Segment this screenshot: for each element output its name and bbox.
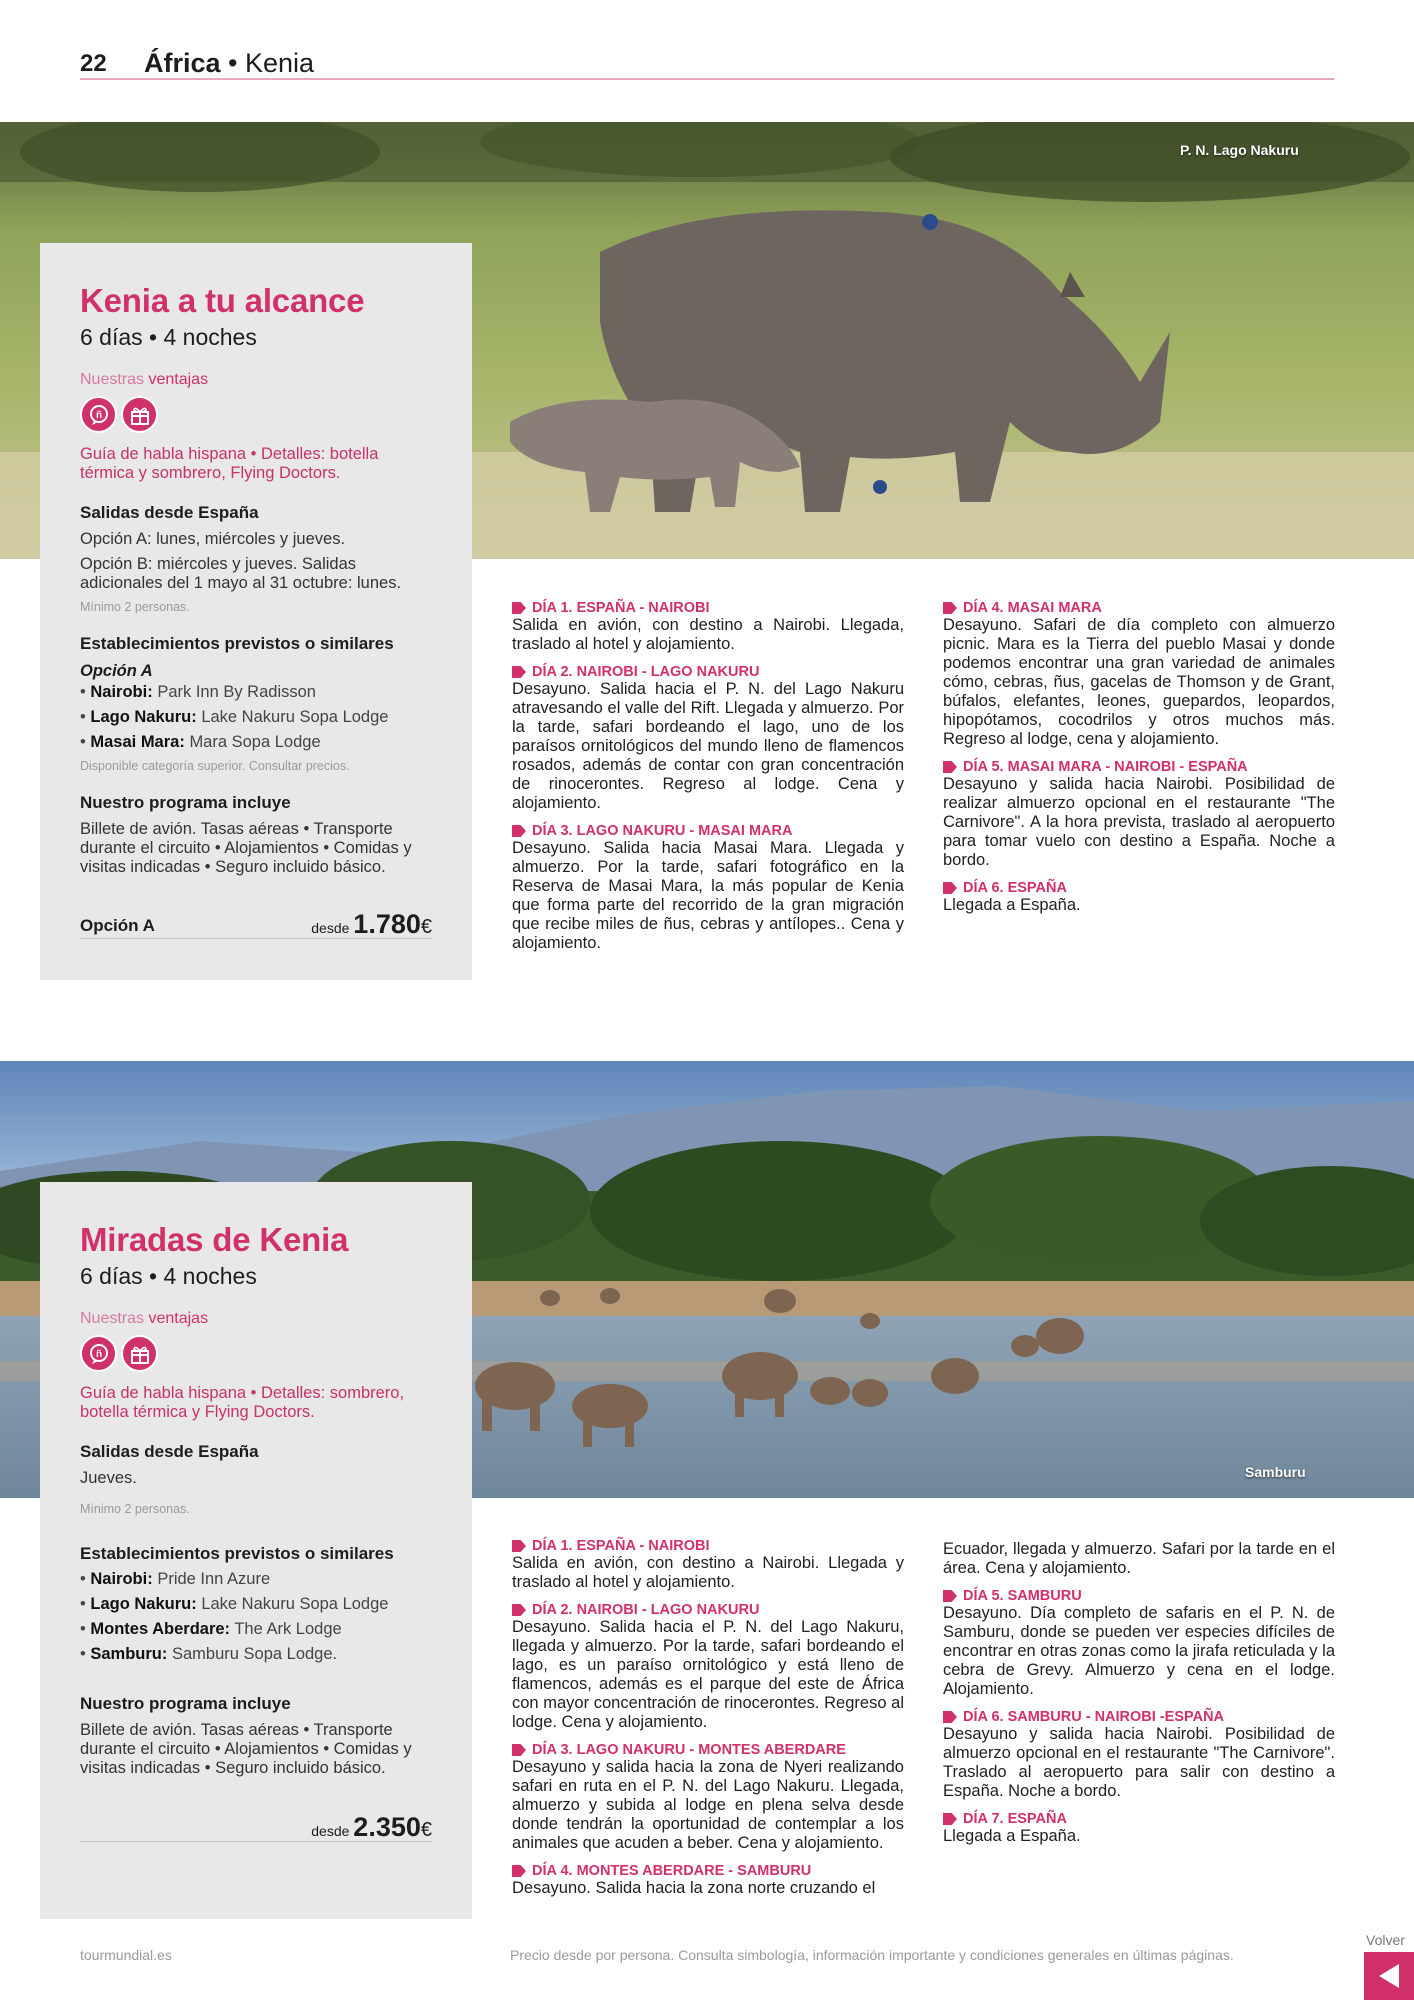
tag-icon (512, 1744, 526, 1756)
price-disclaimer: Precio desde por persona. Consulta simbología, información importante y condiciones generales en últimas páginas. (510, 1947, 1234, 1963)
spanish-guide-icon (80, 1335, 117, 1372)
advantages-label (80, 1310, 432, 1328)
price-currency: € (420, 916, 432, 938)
day-title: DÍA 7. ESPAÑA (963, 1811, 1067, 1827)
day-text: Desayuno. Salida hacia el P. N. del Lago Nakuru, llegada y almuerzo. Por la tarde, safari bordeando el lago, es un paraíso ornitológico y está lleno de flamencos, además es el parque del este de África con mayor concentración de rinocerontes. Regreso al lodge. Cena y alojamiento. (512, 1618, 904, 1731)
hotel-name: Samburu Sopa Lodge. (171, 1645, 338, 1663)
itinerary-column-3 (512, 1538, 904, 1898)
departure-option-a: Opción A: lunes, miércoles y jueves. (80, 530, 346, 548)
day-text: Desayuno y salida hacia Nairobi. Posibilidad de realizar almuerzo opcional en el restaurante "The Carnivore". A la hora prevista, traslado al aeropuerto para tomar vuelo con destino a España. Noche a bordo. (943, 775, 1335, 869)
itinerary-column-1 (512, 600, 904, 953)
hotel-name: Lake Nakuru Sopa Lodge (201, 1595, 389, 1613)
day-heading (943, 1811, 1335, 1827)
minimum-people-note: Mínimo 2 personas. (80, 600, 190, 614)
day-title: DÍA 6. SAMBURU - NAIROBI -ESPAÑA (963, 1709, 1225, 1725)
advantages-prefix: Nuestras (80, 371, 145, 388)
tag-icon (943, 882, 957, 894)
includes-heading: Nuestro programa incluye (80, 1694, 291, 1713)
price (311, 1812, 432, 1843)
tag-icon (512, 602, 526, 614)
hotel-item: • Masai Mara: Mara Sopa Lodge (80, 733, 321, 751)
minimum-people-note: Mínimo 2 personas. (80, 1502, 190, 1516)
price-option-label: Opción A (80, 916, 155, 935)
tag-icon (512, 1604, 526, 1616)
hotel-city: Lago Nakuru: (90, 708, 197, 726)
trip-perks: Guía de habla hispana • Detalles: botella térmica y sombrero, Flying Doctors. (80, 445, 379, 482)
hotel-name: Mara Sopa Lodge (189, 733, 321, 751)
svg-text:ñ: ñ (95, 409, 102, 421)
back-label[interactable]: Volver (1366, 1932, 1405, 1948)
site-link[interactable]: tourmundial.es (80, 1947, 172, 1963)
photo-caption-nakuru: P. N. Lago Nakuru (1180, 142, 1299, 158)
day-text: Desayuno. Salida hacia Masai Mara. Llegada y almuerzo. Por la tarde, safari fotográfico en la Reserva de Masai Mara, la más popular de Kenia que forma parte del recorrido de la gran migración que recibe miles de ñus, cebras y antílopes.. Cena y alojamiento. (512, 839, 904, 952)
price-row (80, 897, 432, 939)
tag-icon (512, 1865, 526, 1877)
tag-icon (943, 602, 957, 614)
hotels-heading: Establecimientos previstos o similares (80, 1544, 394, 1563)
day-title: DÍA 4. MASAI MARA (963, 600, 1102, 616)
day-text: Desayuno. Safari de día completo con almuerzo picnic. Mara es la Tierra del pueblo Masai y donde podemos encontrar una gran variedad de animales cómo, cebras, ñus, gacelas de Thomson y de Grant, búfalos, elefantes, leones, guepardos, leopardos, hipopótamos, cocodrilos y otros muchos más. Regreso al lodge, cena y alojamiento. (943, 616, 1335, 748)
day-text: Desayuno. Salida hacia el P. N. del Lago Nakuru atravesando el valle del Rift. Llegada y almuerzo. Por la tarde, safari bordeando el lago, uno de los paraísos ornitológicos del mundo lleno de flamencos rosados, además de contar con gran concentración de rinocerontes. Regreso al lodge. Cena y alojamiento. (512, 680, 904, 812)
day-heading (512, 1602, 904, 1618)
price (311, 909, 432, 940)
hotel-city: Montes Aberdare: (90, 1620, 231, 1638)
includes-heading: Nuestro programa incluye (80, 793, 291, 812)
day-text: Desayuno. Salida hacia la zona norte cruzando el (512, 1879, 876, 1897)
page-header (80, 46, 1334, 80)
hotel-name: The Ark Lodge (234, 1620, 342, 1638)
departures-heading: Salidas desde España (80, 503, 259, 522)
day-title: DÍA 5. MASAI MARA - NAIROBI - ESPAÑA (963, 759, 1248, 775)
day-title: DÍA 1. ESPAÑA - NAIROBI (532, 600, 710, 616)
trip-title: Kenia a tu alcance (80, 282, 365, 319)
hotels-note: Disponible categoría superior. Consultar precios. (80, 759, 350, 773)
photo-caption-samburu: Samburu (1245, 1464, 1306, 1480)
day-text: Desayuno y salida hacia Nairobi. Posibilidad de almuerzo opcional en el restaurante "The Carnivore". Traslado al aeropuerto para salir con destino a España. Noche a bordo. (943, 1725, 1335, 1800)
day-heading (512, 823, 904, 839)
day-heading (512, 1742, 904, 1758)
includes-text: Billete de avión. Tasas aéreas • Transporte durante el circuito • Alojamientos • Comidas y visitas indicadas • Seguro incluido básico. (80, 1721, 412, 1777)
departure-days: Jueves. (80, 1469, 137, 1487)
itinerary-column-4 (943, 1540, 1335, 1846)
day-text: Desayuno y salida hacia la zona de Nyeri realizando safari en ruta en el P. N. del Lago Nakuru. Llegada, almuerzo y subida al lodge en plena selva desde donde tendrán la oportunidad de contemplar a los animales que acuden a beber. Cena y alojamiento. (512, 1758, 904, 1852)
day-title: DÍA 1. ESPAÑA - NAIROBI (532, 1538, 710, 1554)
section-title (144, 48, 314, 79)
trip-title: Miradas de Kenia (80, 1221, 349, 1258)
back-button[interactable] (1364, 1952, 1414, 2000)
includes-text: Billete de avión. Tasas aéreas • Transporte durante el circuito • Alojamientos • Comidas y visitas indicadas • Seguro incluido básico. (80, 820, 412, 876)
departure-option-b: Opción B: miércoles y jueves. Salidas adicionales del 1 mayo al 31 octubre: lunes. (80, 555, 402, 592)
hotel-city: Samburu: (90, 1645, 168, 1663)
advantage-icons (80, 396, 432, 433)
trip-perks: Guía de habla hispana • Detalles: sombrero, botella térmica y Flying Doctors. (80, 1384, 405, 1421)
day-heading (943, 1588, 1335, 1604)
price-row (80, 1800, 432, 1842)
day-text: Llegada a España. (943, 1827, 1081, 1845)
day-heading (512, 600, 904, 616)
hotel-item: • Montes Aberdare: The Ark Lodge (80, 1620, 342, 1638)
hotel-city: Nairobi: (90, 683, 153, 701)
day-heading (943, 1709, 1335, 1725)
gift-icon (121, 396, 158, 433)
day-heading (943, 600, 1335, 616)
price-from-label: desde (311, 1823, 350, 1839)
price-amount: 2.350 (353, 1812, 421, 1842)
price-from-label: desde (311, 920, 350, 936)
day-text-continued: Ecuador, llegada y almuerzo. Safari por la tarde en el área. Cena y alojamiento. (943, 1540, 1335, 1577)
hotel-item: • Lago Nakuru: Lake Nakuru Sopa Lodge (80, 1595, 389, 1613)
hotel-name: Lake Nakuru Sopa Lodge (201, 708, 389, 726)
day-heading (943, 880, 1335, 896)
departures-heading: Salidas desde España (80, 1442, 259, 1461)
back-arrow-icon (1379, 1964, 1399, 1988)
tag-icon (943, 1590, 957, 1602)
trip-duration: 6 días • 4 noches (80, 324, 257, 350)
price-amount: 1.780 (353, 909, 421, 939)
hotel-item: • Samburu: Samburu Sopa Lodge. (80, 1645, 338, 1663)
day-heading (943, 759, 1335, 775)
hotels-option-label: Opción A (80, 662, 153, 680)
hotel-name: Pride Inn Azure (157, 1570, 271, 1588)
title-separator: • (228, 48, 238, 78)
itinerary-column-2 (943, 600, 1335, 915)
hotel-item: • Nairobi: Park Inn By Radisson (80, 683, 316, 701)
advantages-word: ventajas (148, 371, 209, 388)
page-number: 22 (80, 50, 107, 77)
tag-icon (512, 1540, 526, 1552)
hotels-heading: Establecimientos previstos o similares (80, 634, 394, 653)
day-heading (512, 1538, 904, 1554)
day-title: DÍA 2. NAIROBI - LAGO NAKURU (532, 1602, 760, 1618)
day-title: DÍA 4. MONTES ABERDARE - SAMBURU (532, 1863, 812, 1879)
day-title: DÍA 6. ESPAÑA (963, 880, 1067, 896)
day-heading (512, 1863, 904, 1879)
day-text: Llegada a España. (943, 896, 1081, 914)
hotel-city: Nairobi: (90, 1570, 153, 1588)
tag-icon (512, 666, 526, 678)
day-title: DÍA 3. LAGO NAKURU - MASAI MARA (532, 823, 793, 839)
day-title: DÍA 5. SAMBURU (963, 1588, 1082, 1604)
day-text: Salida en avión, con destino a Nairobi. Llegada, traslado al hotel y alojamiento. (512, 616, 904, 653)
advantage-icons (80, 1335, 432, 1372)
tag-icon (943, 1711, 957, 1723)
tag-icon (943, 1813, 957, 1825)
region-name: África (144, 48, 221, 78)
advantages-prefix: Nuestras (80, 1310, 145, 1327)
hotel-item: • Lago Nakuru: Lake Nakuru Sopa Lodge (80, 708, 389, 726)
trip-duration: 6 días • 4 noches (80, 1263, 257, 1289)
day-title: DÍA 2. NAIROBI - LAGO NAKURU (532, 664, 760, 680)
advantages-word: ventajas (148, 1310, 209, 1327)
day-heading (512, 664, 904, 680)
day-text: Desayuno. Día completo de safaris en el P. N. de Samburu, donde se pueden ver especies difíciles de encontrar en otras zonas como la jirafa reticulada y la cebra de Grevy. Almuerzo y cena en el lodge. Alojamiento. (943, 1604, 1335, 1698)
tag-icon (943, 761, 957, 773)
hotel-city: Masai Mara: (90, 733, 185, 751)
svg-text:ñ: ñ (95, 1348, 102, 1360)
trip-info-panel-2 (40, 1182, 472, 1919)
gift-icon (121, 1335, 158, 1372)
spanish-guide-icon (80, 396, 117, 433)
advantages-label (80, 371, 432, 389)
hotel-item: • Nairobi: Pride Inn Azure (80, 1570, 271, 1588)
hotel-name: Park Inn By Radisson (157, 683, 316, 701)
country-name: Kenia (245, 48, 315, 78)
day-text: Salida en avión, con destino a Nairobi. Llegada y traslado al hotel y alojamiento. (512, 1554, 904, 1591)
tag-icon (512, 825, 526, 837)
trip-info-panel-1 (40, 243, 472, 980)
price-currency: € (420, 1819, 432, 1841)
hotel-city: Lago Nakuru: (90, 1595, 197, 1613)
day-title: DÍA 3. LAGO NAKURU - MONTES ABERDARE (532, 1742, 846, 1758)
